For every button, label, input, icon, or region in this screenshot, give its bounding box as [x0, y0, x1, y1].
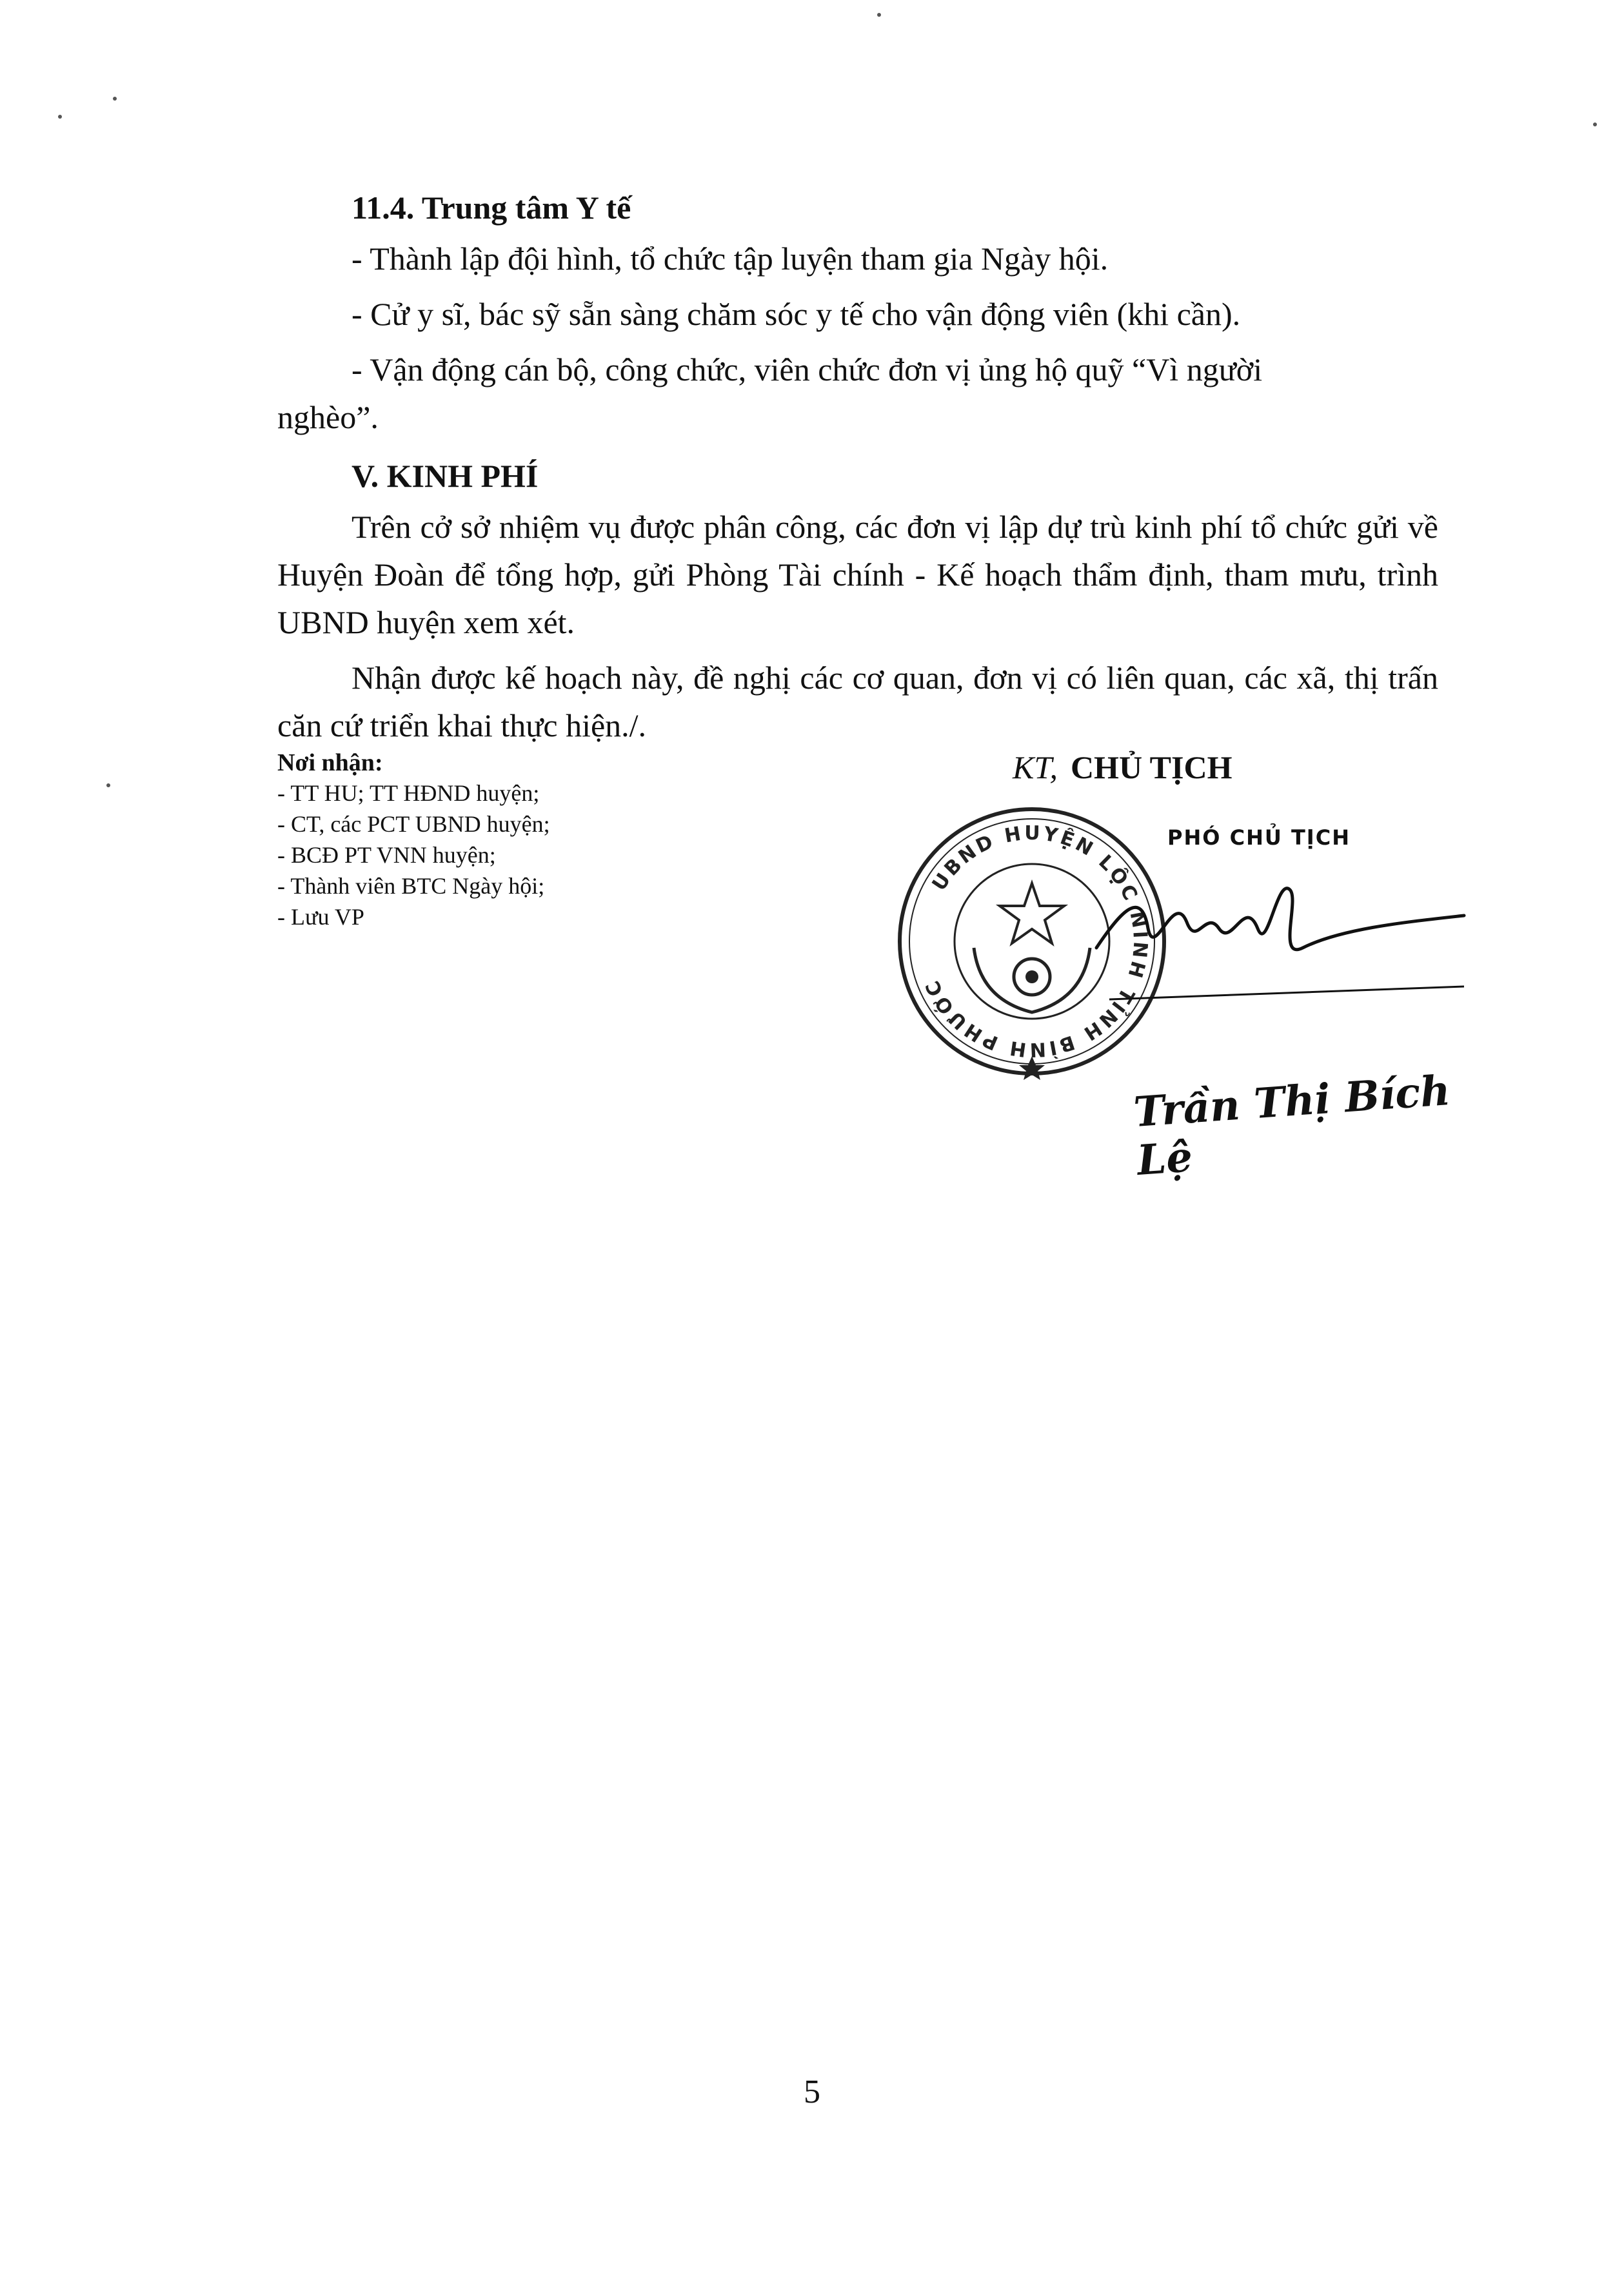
recipients-title: Nơi nhận:	[277, 749, 383, 776]
signature-block	[890, 741, 1471, 1185]
paragraph: Trên cở sở nhiệm vụ được phân công, các đơn vị lập dự trù kinh phí tổ chức gửi về Huyện Đoàn để tổng hợp, gửi Phòng Tài chính - Kế hoạch thẩm định, tham mưu, trình UBND huyện xem xét.	[277, 509, 1438, 640]
scan-speck	[1593, 123, 1597, 126]
list-item: - Cử y sĩ, bác sỹ sẵn sàng chăm sóc y tế cho vận động viên (khi cần).	[352, 296, 1241, 332]
scan-speck	[113, 97, 117, 101]
list-item: - Thành lập đội hình, tổ chức tập luyện tham gia Ngày hội.	[352, 240, 1109, 277]
kt-mark: KT,	[1013, 749, 1058, 785]
recipient-line: - TT HU; TT HĐND huyện;	[277, 780, 540, 806]
scan-speck	[877, 13, 881, 17]
signer-name: Trần Thị Bích Lệ	[1132, 1066, 1452, 1185]
recipients-block	[277, 748, 729, 932]
list-item-line: nghèo”.	[277, 399, 379, 435]
recipient-line: - BCĐ PT VNN huyện;	[277, 842, 496, 868]
recipient-line: - CT, các PCT UBND huyện;	[277, 811, 550, 837]
document-body	[277, 181, 1438, 757]
scan-speck	[106, 783, 110, 787]
section-11-4-heading: 11.4. Trung tâm Y tế	[352, 190, 631, 226]
paragraph: Nhận được kế hoạch này, đề nghị các cơ quan, đơn vị có liên quan, các xã, thị trấn căn cứ triển khai thực hiện./.	[277, 660, 1438, 743]
list-item	[277, 346, 1438, 441]
list-item-line: - Vận động cán bộ, công chức, viên chức đơn vị ủng hộ quỹ “Vì người	[352, 351, 1263, 388]
section-v-heading: V. KINH PHÍ	[352, 458, 539, 494]
page-number: 5	[804, 2074, 820, 2110]
recipient-line: - Lưu VP	[277, 904, 364, 930]
recipient-line: - Thành viên BTC Ngày hội;	[277, 873, 545, 899]
scan-speck	[58, 115, 62, 119]
svg-text:UBND HUYỆN LỘC NINH TỈNH BÌNH: UBND HUYỆN LỘC NINH TỈNH BÌNH PHƯỚC	[920, 821, 1152, 1061]
position-title: CHỦ TỊCH	[1070, 749, 1233, 785]
signing-position	[1013, 748, 1232, 787]
deputy-label: PHÓ CHỦ TỊCH	[1167, 825, 1351, 850]
handwritten-signature	[1084, 851, 1471, 1006]
